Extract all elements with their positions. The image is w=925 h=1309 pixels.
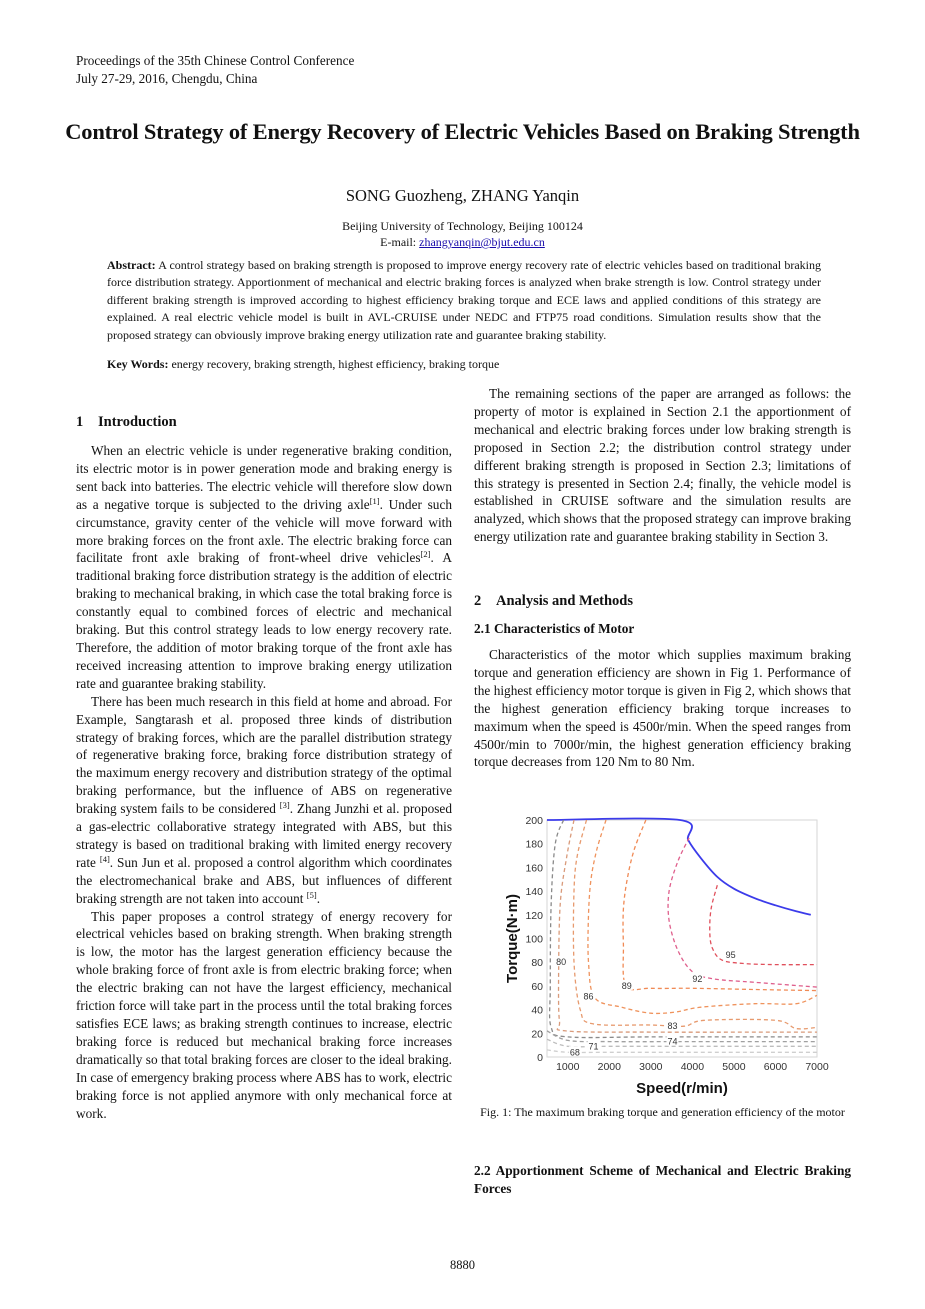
subsection-heading-2-2: 2.2 Apportionment Scheme of Mechanical and Electric Braking Forces <box>474 1163 851 1196</box>
citation-4: [4] <box>99 853 110 864</box>
email-link[interactable]: zhangyanqin@bjut.edu.cn <box>419 235 545 249</box>
y-tick-label: 40 <box>531 1004 543 1017</box>
email-line <box>60 234 865 250</box>
y-tick-label: 200 <box>525 815 543 827</box>
keywords-label: Key Words: <box>107 357 169 371</box>
y-tick-label: 60 <box>531 980 543 993</box>
efficiency-contour-71 <box>547 1036 817 1047</box>
affiliation-block <box>60 218 865 250</box>
text-run: . Under such circumstance, gravity center of the vehicle will move forward with more braking forces on the front axle. The electric braking force can facilitate front axle braking of front-wheel drive vehicles <box>76 496 452 566</box>
x-tick-label: 7000 <box>805 1061 829 1073</box>
subsection-heading-2-1: 2.1 Characteristics of Motor <box>474 621 635 636</box>
abstract-text: A control strategy based on braking strength is proposed to improve energy recovery rate of electric vehicles based on traditional braking force distribution strategy. Apportionment of mechanical and electric braking forces is analyzed when brake strength is low. Control strategy under different braking strength is improved according to highest efficiency braking torque and ECE laws and applied conditions of this strategy are explained. A real electric vehicle model is built in AVL-CRUISE under NEDC and FTP75 road conditions. Simulation results show that the proposed strategy can obviously improve braking energy utilization rate and guarantee braking stability. <box>107 258 821 342</box>
contour-label: 80 <box>556 957 567 968</box>
y-tick-label: 100 <box>525 933 543 946</box>
section-heading-analysis <box>474 592 633 610</box>
figure-1-chart <box>500 800 850 1100</box>
efficiency-contour-77 <box>550 820 817 1038</box>
page-number: 8880 <box>450 1258 475 1272</box>
efficiency-contour-68 <box>547 1050 817 1053</box>
y-tick-label: 180 <box>525 838 543 851</box>
max-torque-curve <box>547 818 811 914</box>
text-run: . A traditional braking force distribution strategy is the addition of electric braking to mechanical braking, in which case the total braking force is constantly equal to combined forces of electric and mechanical braking. But this control strategy leads to low energy recovery rate. Therefore, the addition of motor braking torque of the front axle has received increasing attention to improve braking energy utilization rate and guarantee braking stability. <box>76 550 452 691</box>
keywords <box>107 356 821 373</box>
contour-label: 68 <box>569 1047 580 1058</box>
x-tick-label: 1000 <box>556 1061 580 1073</box>
contour-label: 83 <box>667 1021 678 1032</box>
y-tick-label: 20 <box>531 1028 543 1041</box>
right-column-top <box>474 385 851 546</box>
conference-date-location: July 27-29, 2016, Chengdu, China <box>76 71 258 86</box>
section-number: 2 <box>474 593 482 609</box>
intro-paragraph-2 <box>76 693 452 908</box>
y-tick-label: 0 <box>537 1052 543 1064</box>
text-run: . <box>316 890 321 906</box>
affiliation: Beijing University of Technology, Beijing 100124 <box>342 219 583 233</box>
section-title: Introduction <box>98 414 177 430</box>
citation-1: [1] <box>369 495 380 506</box>
contour-label: 89 <box>621 980 632 991</box>
email-label: E-mail: <box>380 235 420 249</box>
abstract <box>107 257 821 344</box>
conference-header <box>76 52 354 88</box>
left-column <box>76 442 452 1122</box>
section-heading-introduction <box>76 413 177 431</box>
conference-name: Proceedings of the 35th Chinese Control Conference <box>76 53 355 68</box>
x-tick-label: 5000 <box>722 1061 746 1073</box>
contour-label: 86 <box>583 991 594 1002</box>
y-axis-label: Torque(N·m) <box>504 894 521 983</box>
x-tick-label: 2000 <box>597 1061 621 1073</box>
section-number: 1 <box>76 414 84 430</box>
text-run: When an electric vehicle is under regenerative braking condition, its electric motor is in power generation mode and braking energy is sent back into batteries. The electric vehicle will therefore slow down as a negative torque is subjected to the driving axle <box>76 443 452 512</box>
x-tick-label: 6000 <box>763 1061 788 1073</box>
figure-1-caption: Fig. 1: The maximum braking torque and generation efficiency of the motor <box>480 1105 845 1119</box>
x-axis-label: Speed(r/min) <box>636 1080 728 1097</box>
y-tick-label: 120 <box>525 909 543 922</box>
contour-label: 71 <box>588 1041 599 1052</box>
intro-paragraph-4: The remaining sections of the paper are arranged as follows: the property of motor is explained in Section 2.1 the apportionment of mechanical and electric braking forces under low braking strength is proposed in Section 2.2; the distribution control strategy under different braking strength is proposed in Section 2.3; limitations of this strategy is presented in Section 2.4; finally, the vehicle model is established in CRUISE software and the simulation results are analyzed, which shows that the proposed strategy can improve braking energy utilization rate and guarantee braking stability in Section 3. <box>474 386 851 545</box>
motor-characteristics-text <box>474 646 851 771</box>
paper-authors: SONG Guozheng, ZHANG Yanqin <box>345 186 580 205</box>
text-run: . Sun Jun et al. proposed a control algorithm which coordinates the electromechanical brake and ABS, but influences of different braking strength are not taken into account <box>76 854 452 906</box>
x-tick-label: 4000 <box>680 1061 705 1073</box>
citation-2: [2] <box>420 549 431 560</box>
abstract-label: Abstract: <box>107 258 156 272</box>
y-tick-label: 140 <box>525 886 543 899</box>
contour-label: 92 <box>692 973 703 984</box>
efficiency-contour-89 <box>623 820 817 991</box>
section-title: Analysis and Methods <box>496 593 633 609</box>
contour-label: 74 <box>667 1036 678 1047</box>
efficiency-contour-92 <box>668 838 817 987</box>
contour-label: 95 <box>725 950 736 961</box>
intro-paragraph-1 <box>76 442 452 693</box>
y-tick-label: 80 <box>531 957 543 970</box>
efficiency-contour-80 <box>557 820 817 1032</box>
paper-title: Control Strategy of Energy Recovery of Electric Vehicles Based on Braking Strength <box>65 119 860 144</box>
citation-5: [5] <box>306 889 317 900</box>
keywords-text: energy recovery, braking strength, highest efficiency, braking torque <box>168 357 500 371</box>
citation-3: [3] <box>279 800 290 811</box>
text-run: There has been much research in this field at home and abroad. For Example, Sangtarash et al. proposed three kinds of distribution strategy of braking forces, which are the parallel distribution strategy of regenerative braking force, braking force distribution strategy of the maximum energy recovery and distribution strategy of the optimal braking performance, but the influence of ABS on regenerative braking system fails to be considered <box>76 693 452 817</box>
y-tick-label: 160 <box>525 862 543 875</box>
x-tick-label: 3000 <box>639 1061 663 1073</box>
text-run: . Zhang Junzhi et al. proposed a gas-electric collaborative strategy integrated with ABS, but this strategy is based on traditional braking with limited energy recovery rate <box>76 801 452 870</box>
intro-paragraph-3: This paper proposes a control strategy of energy recovery for electrical vehicles based on braking strength. When braking strength is low, the motor has the largest generation efficiency because the whole braking force of front axle is from electric braking force; when the electric braking can not have the largest efficiency, mechanical friction force will take part in the process until the total braking forces satisfies ECE laws; as braking strength continues to increase, electric braking force is reduced but mechanical braking force increases dramatically so that total braking forces are closer to the ideal braking. In case of emergency braking process where ABS has to work, electric braking force is not applied anymore with only mechanical force at work. <box>76 908 452 1121</box>
methods-paragraph-1: Characteristics of the motor which supplies maximum braking torque and generation efficiency are shown in Fig 1. Performance of the highest efficiency motor torque is given in Fig 2, which shows that the highest generation efficiency braking torque increases to maximum when the speed is 4500r/min. When the speed ranges from 4500r/min to 7000r/min, the highest generation efficiency braking torque decreases from 120 Nm to 80 Nm. <box>474 647 851 770</box>
